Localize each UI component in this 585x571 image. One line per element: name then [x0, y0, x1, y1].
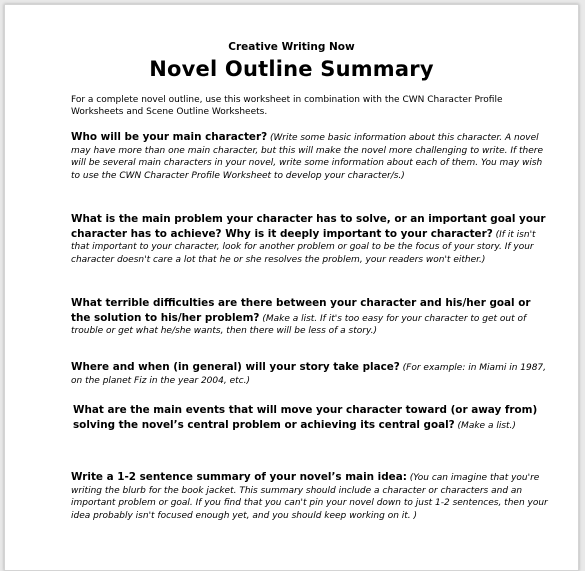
question-main-character: [71, 130, 553, 182]
question-setting: [71, 360, 553, 387]
question-guidance: (You can imagine that you're writing the blurb for the book jacket. This summary should include a character or characters and an important problem or goal. If you find that you can't pin your novel down to just 1-2 sentences, then your idea probably isn't focused enough yet, and you should keep working on it. ): [71, 473, 548, 521]
question-heading: What is the main problem your character has to solve, or an important goal your character has to achieve? Why is it deeply important to your character?: [71, 213, 546, 240]
question-heading: What terrible difficulties are there between your character and his/her goal or the solution to his/her problem?: [71, 297, 531, 324]
question-guidance: (For example: in Miami in 1987, on the planet Fiz in the year 2004, etc.): [71, 363, 547, 386]
question-heading: Where and when (in general) will your story take place?: [71, 361, 400, 373]
question-difficulties: [71, 296, 553, 338]
question-heading: What are the main events that will move your character toward (or away from) solving the novel’s central problem or achieving its central goal?: [73, 404, 538, 431]
question-summary: [71, 470, 553, 522]
question-guidance: (Write some basic information about this character. A novel may have more than one main character, but this will make the novel more challenging to write. If there will be several main characters in your novel, write some information about each of them. You may wish to use the CWN Character Profile Worksheet to develop your character/s.): [71, 133, 544, 181]
document-page: [4, 4, 579, 571]
intro-paragraph: For a complete novel outline, use this worksheet in combination with the CWN Character Profile Worksheets and Scene Outline Worksheets.: [71, 95, 503, 117]
brand-name: Creative Writing Now: [228, 41, 355, 53]
question-heading: Who will be your main character?: [71, 131, 268, 143]
question-main-problem: [71, 212, 553, 266]
question-heading: Write a 1-2 sentence summary of your novel’s main idea:: [71, 471, 407, 483]
question-main-events: [73, 403, 555, 432]
question-guidance: (If it isn't that important to your character, look for another problem or goal to be the focus of your story. If your character doesn't care a lot that he or she resolves the problem, your readers won't either.): [71, 229, 536, 265]
page-title: Novel Outline Summary: [149, 57, 434, 81]
question-guidance: (Make a list. If it's too easy for your character to get out of trouble or get what he/she wants, then there will be less of a story.): [71, 313, 527, 337]
question-guidance: (Make a list.): [454, 420, 516, 431]
